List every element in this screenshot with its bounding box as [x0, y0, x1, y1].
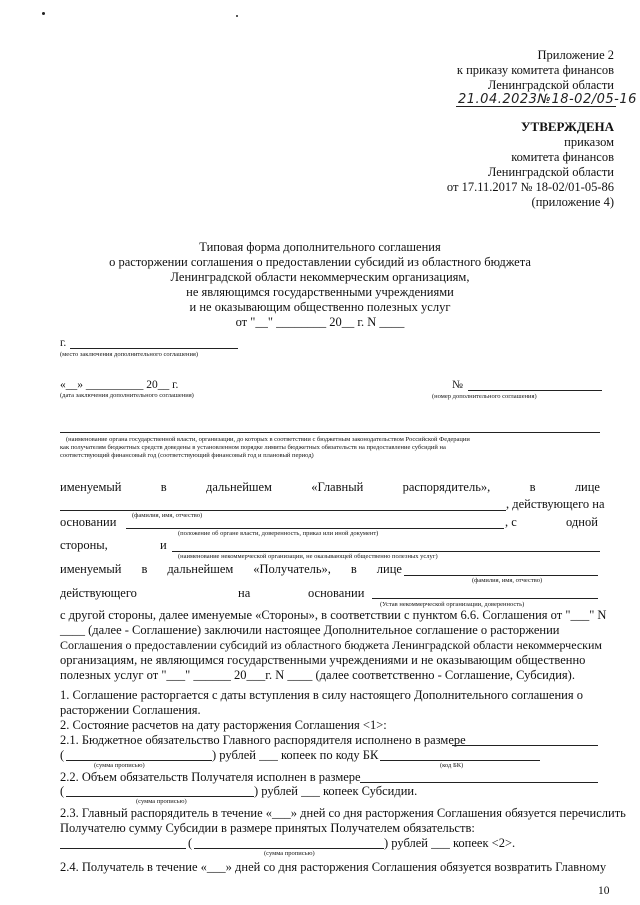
clause-2-3-line2: Получателю сумму Субсидии в размере принятых Получателем обязательств:	[60, 821, 475, 835]
clause-2-3-open-paren: (	[188, 836, 193, 850]
clause-2-2-rubles: ) рублей ___ копеек Субсидии.	[254, 784, 418, 798]
sum-words-line-3	[194, 848, 384, 849]
word: именуемый	[60, 562, 122, 576]
appendix-line2: к приказу комитета финансов	[456, 63, 614, 77]
director-name-line	[60, 510, 506, 511]
para-line5: полезных услуг от "___" ______ 20___г. N ____ (далее соответственно - Соглашение, Субсидия).	[60, 668, 575, 682]
sum-caption-2: (сумма прописью)	[136, 798, 187, 805]
row3-s: , с	[505, 515, 517, 529]
place-caption: (место заключения дополнительного соглашения)	[60, 351, 199, 358]
authority-caption-2: как получателям бюджетных средств доведены в установленном порядке лимиты бюджетных обязательств на предоставление субсидий на	[60, 444, 446, 451]
title-line6: от "__" ________ 20__ г. N ____	[235, 315, 405, 329]
number-prefix: №	[452, 379, 463, 391]
row4-and: и	[160, 538, 167, 552]
clause-2: 2. Состояние расчетов на дату расторжения Соглашения <1>:	[60, 718, 387, 732]
clause-2-1-rubles: ) рублей ___ копеек по коду БК	[212, 748, 379, 762]
handwritten-order-number: 21.04.2023№18-02/05-16	[458, 92, 637, 107]
date-caption: (дата заключения дополнительного соглашения)	[60, 392, 194, 399]
row3-one: одной	[566, 515, 598, 529]
row6-on: на	[238, 586, 251, 600]
clause-1-line1: 1. Соглашение расторгается с даты вступления в силу настоящего Дополнительного соглашения о	[60, 688, 583, 702]
word: в	[141, 562, 148, 576]
kbk-line	[380, 760, 540, 761]
row6-basis: основании	[308, 586, 365, 600]
place-line	[70, 348, 238, 349]
clause-2-3-line1: 2.3. Главный распорядитель в течение «___» дней со дня расторжения Соглашения обязуется перечислить	[60, 806, 626, 820]
word: лице	[574, 480, 600, 494]
row2-tail: , действующего на	[506, 497, 605, 511]
para-line1: с другой стороны, далее именуемые «Стороны», в соответствии с пунктом 6.6. Соглашения от "___" N	[60, 608, 607, 622]
approved-line2: комитета финансов	[511, 150, 614, 164]
sum-words-line-1	[66, 760, 212, 761]
number-line	[468, 390, 602, 391]
scan-speck	[236, 15, 238, 17]
word: «Получатель»,	[253, 562, 331, 576]
title-line5: и не оказывающим общественно полезных услуг	[189, 300, 451, 314]
page-number: 10	[598, 885, 610, 897]
authority-line	[60, 432, 600, 433]
nko-caption: (наименование некоммерческой организации, не оказывающей общественно полезных услуг)	[178, 553, 438, 560]
title-line4: не являющимся государственными учреждениями	[186, 285, 454, 299]
title-line2: о расторжении соглашения о предоставлении субсидий из областного бюджета	[109, 255, 531, 269]
clause-2-1-open-paren: (	[60, 748, 65, 762]
authority-caption-3: соответствующий финансовый год (соответствующий финансовый год и плановый период)	[60, 452, 314, 459]
appendix-line3: Ленинградской области	[487, 78, 614, 92]
sum-caption-1: (сумма прописью)	[94, 762, 145, 769]
row3-prefix: основании	[60, 515, 117, 529]
row6-prefix: действующего	[60, 586, 137, 600]
word: дальнейшем	[206, 480, 272, 494]
clause-2-3-rubles: ) рублей ___ копеек <2>.	[384, 836, 516, 850]
word: дальнейшем	[167, 562, 234, 576]
recipient-name-line	[404, 575, 598, 576]
nko-line	[172, 551, 600, 552]
sum-words-line-2	[66, 796, 254, 797]
place-prefix: г.	[60, 337, 67, 349]
fio-caption: (фамилия, имя, отчество)	[132, 512, 203, 519]
title-line1: Типовая форма дополнительного соглашения	[199, 240, 441, 254]
parties-row1	[60, 480, 600, 495]
word: в	[160, 480, 167, 494]
scan-speck	[42, 12, 45, 15]
number-caption: (номер дополнительного соглашения)	[432, 393, 537, 400]
approved-line3: Ленинградской области	[487, 165, 614, 179]
word: «Главный	[311, 480, 364, 494]
clause-2-4: 2.4. Получатель в течение «___» дней со дня расторжения Соглашения обязуется возвратить Главному	[60, 860, 607, 874]
clause-2-1: 2.1. Бюджетное обязательство Главного распорядителя исполнено в размере	[60, 733, 466, 747]
word: в	[350, 562, 357, 576]
para-line2: ____ (далее - Соглашение) заключили настоящее Дополнительное соглашение о расторжении	[60, 623, 560, 637]
clause-2-2-open-paren: (	[60, 784, 65, 798]
approved-line4: от 17.11.2017 № 18-02/01-05-86	[446, 180, 614, 194]
date-field: «__» __________ 20__ г.	[60, 379, 179, 391]
clause-1-line2: расторжении Соглашения.	[60, 703, 201, 717]
title-line3: Ленинградской области некоммерческим организациям,	[170, 270, 470, 284]
word: в	[529, 480, 536, 494]
row4-prefix: стороны,	[60, 538, 108, 552]
approved-title: УТВЕРЖДЕНА	[520, 119, 614, 134]
sum-caption-3: (сумма прописью)	[264, 850, 315, 857]
handwritten-underline	[456, 106, 616, 107]
para-line4: организациям, не являющимся государственными учреждениями и не оказывающим общественно	[60, 653, 586, 667]
para-line3: Соглашения о предоставлении субсидий из областного бюджета Ленинградской области некоммерческим	[60, 638, 603, 652]
charter-caption: (Устав некоммерческой организации, доверенность)	[380, 601, 525, 608]
clause-2-2: 2.2. Объем обязательств Получателя исполнен в размере	[60, 770, 361, 784]
word: лице	[376, 562, 402, 576]
basis-caption: (положение об органе власти, доверенность, приказ или иной документ)	[178, 530, 379, 537]
approved-line1: приказом	[564, 135, 614, 149]
clause-2-3-underline-a	[60, 848, 186, 849]
parties-row5	[60, 562, 402, 577]
clause-2-1-amount-line	[452, 745, 598, 746]
approved-line5: (приложение 4)	[531, 195, 614, 209]
word: распорядитель»,	[402, 480, 491, 494]
fio-caption-2: (фамилия, имя, отчество)	[472, 577, 543, 584]
word: именуемый	[60, 480, 122, 494]
charter-line	[372, 598, 598, 599]
basis-line	[126, 528, 504, 529]
kbk-caption: (код БК)	[440, 762, 464, 769]
authority-caption-1: (наименование органа государственной власти, организации, до которых в соответствии с бюджетным законодательством Российской Федерации	[66, 436, 470, 443]
clause-2-2-amount-line	[360, 782, 598, 783]
appendix-line1: Приложение 2	[537, 48, 614, 62]
